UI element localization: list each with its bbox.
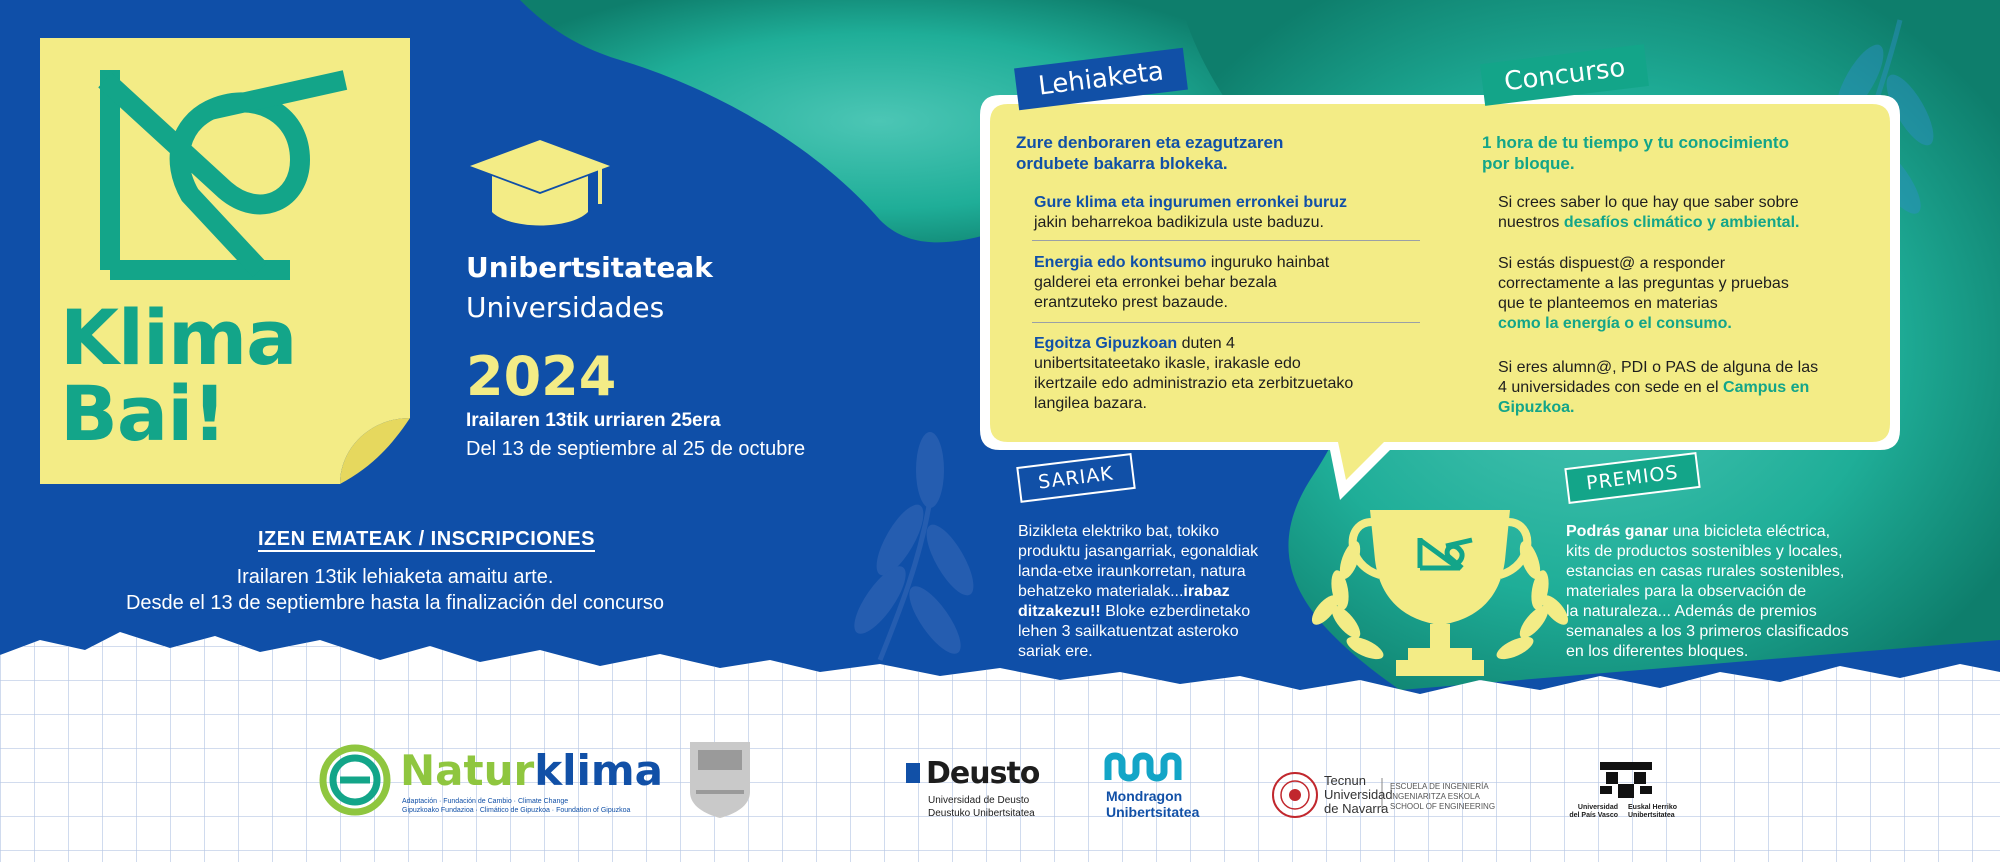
- mondragon-line2: Unibertsitatea: [1106, 804, 1200, 820]
- bubble-es-p2-text1: Si estás dispuest@ a responder: [1498, 255, 1726, 272]
- bubble-heading-es-line1: 1 hora de tu tiempo y tu conocimiento: [1482, 133, 1789, 152]
- naturklima-logo-icon: [323, 748, 387, 812]
- tecnun-line3: de Navarra: [1324, 801, 1389, 816]
- prizes-eu: [1018, 522, 1258, 662]
- dates-eu: Irailaren 13tik urriaren 25era: [466, 410, 721, 431]
- bubble-eu-paragraph-3: [1034, 334, 1353, 414]
- tag-concurso: Concurso: [1480, 44, 1649, 106]
- prizes-es-line6: semanales a los 3 primeros clasificados: [1566, 623, 1849, 640]
- bubble-eu-p3-bold: Egoitza Gipuzkoan: [1034, 335, 1178, 352]
- bubble-eu-p1-bold: Gure klima eta ingurumen erronkei buruz: [1034, 194, 1347, 211]
- bubble-es-p3-text2: 4 universidades con sede en el: [1498, 379, 1724, 396]
- deusto-subtitle: [928, 794, 1035, 820]
- bubble-eu-p3-text2: unibertsitateetako ikasle, irakasle edo: [1034, 355, 1301, 372]
- mondragon-line1: Mondragon: [1106, 788, 1183, 804]
- deusto-logo-icon: [906, 763, 920, 783]
- naturklima-subtitle: [402, 797, 630, 815]
- bubble-es-p2-text2: correctamente a las preguntas y pruebas: [1498, 275, 1789, 292]
- prizes-eu-line7: sariak ere.: [1018, 643, 1093, 660]
- prizes-eu-line5a: ditzakezu!!: [1018, 603, 1101, 620]
- dates-es: Del 13 de septiembre al 25 de octubre: [466, 438, 806, 460]
- registration-eu: Irailaren 13tik lehiaketa amaitu arte.: [236, 566, 554, 588]
- prizes-es-line5: la naturaleza... Además de premios: [1566, 603, 1817, 620]
- separator-1: [1032, 240, 1420, 241]
- prizes-eu-line4a: behatzeko materialak...: [1018, 583, 1184, 600]
- prizes-eu-line4b: irabaz: [1183, 583, 1230, 600]
- bubble-eu-p3-text4: langilea bazara.: [1034, 395, 1147, 412]
- separator-2: [1032, 322, 1420, 323]
- bubble-eu-p2-text1: inguruko hainbat: [1206, 254, 1330, 271]
- tecnun-logo-text: [1324, 774, 1393, 816]
- prizes-eu-line3: landa-etxe iraunkorretan, natura: [1018, 563, 1246, 580]
- bubble-es-p1-text2: nuestros: [1498, 214, 1564, 231]
- ehu-line3: Euskal Herriko: [1628, 804, 1678, 811]
- ehu-line1: Universidad: [1577, 804, 1618, 811]
- bubble-heading-eu-line2: ordubete bakarra blokeka.: [1016, 154, 1228, 173]
- bubble-es-p3-bold2: Gipuzkoa.: [1498, 399, 1575, 416]
- bubble-eu-p2-text2: galderei eta erronkei behar bezala: [1034, 274, 1277, 291]
- tecnun-line1: Tecnun: [1324, 773, 1366, 788]
- naturklima-logo-text: [400, 748, 663, 794]
- bubble-es-p2-bold: como la energía o el consumo.: [1498, 315, 1732, 332]
- tag-premios: PREMIOS: [1564, 452, 1700, 504]
- deusto-logo-text: Deusto: [926, 756, 1040, 791]
- bubble-es-paragraph-1: [1498, 193, 1799, 233]
- prizes-es-line2: kits de productos sostenibles y locales,: [1566, 543, 1843, 560]
- bubble-eu-p1-text: jakin beharrekoa badikizula uste baduzu.: [1034, 214, 1324, 231]
- tecnun-school-line3: SCHOOL OF ENGINEERING: [1390, 802, 1496, 811]
- bubble-eu-paragraph-2: [1034, 253, 1329, 313]
- ehu-logo-text-eu: [1628, 804, 1677, 820]
- tecnun-line2: Universidad: [1324, 787, 1393, 802]
- prizes-es-line1a: Podrás ganar: [1566, 523, 1669, 540]
- prizes-es-line1b: una bicicleta eléctrica,: [1668, 523, 1831, 540]
- bubble-eu-p2-bold: Energia edo kontsumo: [1034, 254, 1207, 271]
- universities-es: Universidades: [466, 291, 665, 324]
- prizes-es: [1566, 522, 1849, 662]
- bubble-heading-eu: [1016, 132, 1283, 174]
- bubble-es-p3-bold1: Campus en: [1723, 379, 1810, 396]
- bubble-es-p1-bold: desafíos climático y ambiental.: [1563, 214, 1800, 231]
- naturklima-sub-line1: Adaptación · Fundación de Cambio · Climate Change: [402, 798, 569, 805]
- bubble-eu-p3-text1: duten 4: [1177, 335, 1235, 352]
- registration-es: Desde el 13 de septiembre hasta la finalización del concurso: [125, 592, 665, 614]
- deusto-sub-line2: Deustuko Unibertsitatea: [928, 808, 1035, 819]
- bubble-heading-es-line2: por bloque.: [1482, 154, 1575, 173]
- bubble-heading-eu-line1: Zure denboraren eta ezagutzaren: [1016, 133, 1284, 152]
- bubble-eu-p2-text3: erantzuteko prest bazaude.: [1034, 294, 1228, 311]
- prizes-eu-line2: produktu jasangarriak, egonaldiak: [1018, 543, 1259, 560]
- bubble-es-p1-text1: Si crees saber lo que hay que saber sobre: [1498, 194, 1799, 211]
- universities-eu: Unibertsitateak: [466, 251, 713, 284]
- mondragon-logo-text: [1106, 788, 1199, 820]
- registration-title: IZEN EMATEAK / INSCRIPCIONES: [258, 528, 595, 550]
- ehu-logo-text-es: [1568, 804, 1618, 820]
- gipuzkoa-shield-icon: [690, 742, 750, 818]
- prizes-eu-line1: Bizikleta elektriko bat, tokiko: [1018, 523, 1219, 540]
- deusto-sub-line1: Universidad de Deusto: [928, 795, 1030, 806]
- bubble-eu-p3-text3: ikertzaile edo administrazio eta zerbitzuetako: [1034, 375, 1354, 392]
- tecnun-school-text: [1390, 782, 1495, 812]
- naturklima-sub-line2: Gipuzkoako Fundazioa · Climático de Gipuzkoa · Foundation of Gipuzkoa: [402, 807, 631, 814]
- prizes-eu-line5b: Bloke ezberdinetako: [1100, 603, 1251, 620]
- ehu-line4: Unibertsitatea: [1628, 812, 1675, 819]
- prizes-es-line4: materiales para la observación de: [1566, 583, 1807, 600]
- logo-word-klima: Klima: [60, 293, 297, 382]
- logo-word-bai: Bai!: [60, 369, 226, 458]
- tag-sariak: SARIAK: [1016, 453, 1135, 503]
- tecnun-school-line1: ESCUELA DE INGENIERÍA: [1390, 782, 1489, 791]
- naturklima-part-2: klima: [534, 746, 664, 795]
- bubble-eu-paragraph-1: [1034, 193, 1347, 233]
- bubble-es-p2-text3: que te planteemos en materias: [1498, 295, 1718, 312]
- prizes-es-line7: en los diferentes bloques.: [1566, 643, 1749, 660]
- ehu-line2: del País Vasco: [1569, 812, 1618, 819]
- tecnun-school-line2: INGENIARITZA ESKOLA: [1390, 792, 1480, 801]
- naturklima-part-1: Natur: [400, 746, 535, 795]
- year: 2024: [466, 345, 617, 408]
- prizes-eu-line6: lehen 3 sailkatuentzat asteroko: [1018, 623, 1239, 640]
- bubble-heading-es: [1482, 132, 1789, 174]
- prizes-es-line3: estancias en casas rurales sostenibles,: [1566, 563, 1845, 580]
- bubble-es-paragraph-2: [1498, 254, 1789, 334]
- bubble-es-p3-text1: Si eres alumn@, PDI o PAS de alguna de las: [1498, 359, 1819, 376]
- bubble-es-paragraph-3: [1498, 358, 1818, 418]
- tag-lehiaketa: Lehiaketa: [1014, 48, 1188, 110]
